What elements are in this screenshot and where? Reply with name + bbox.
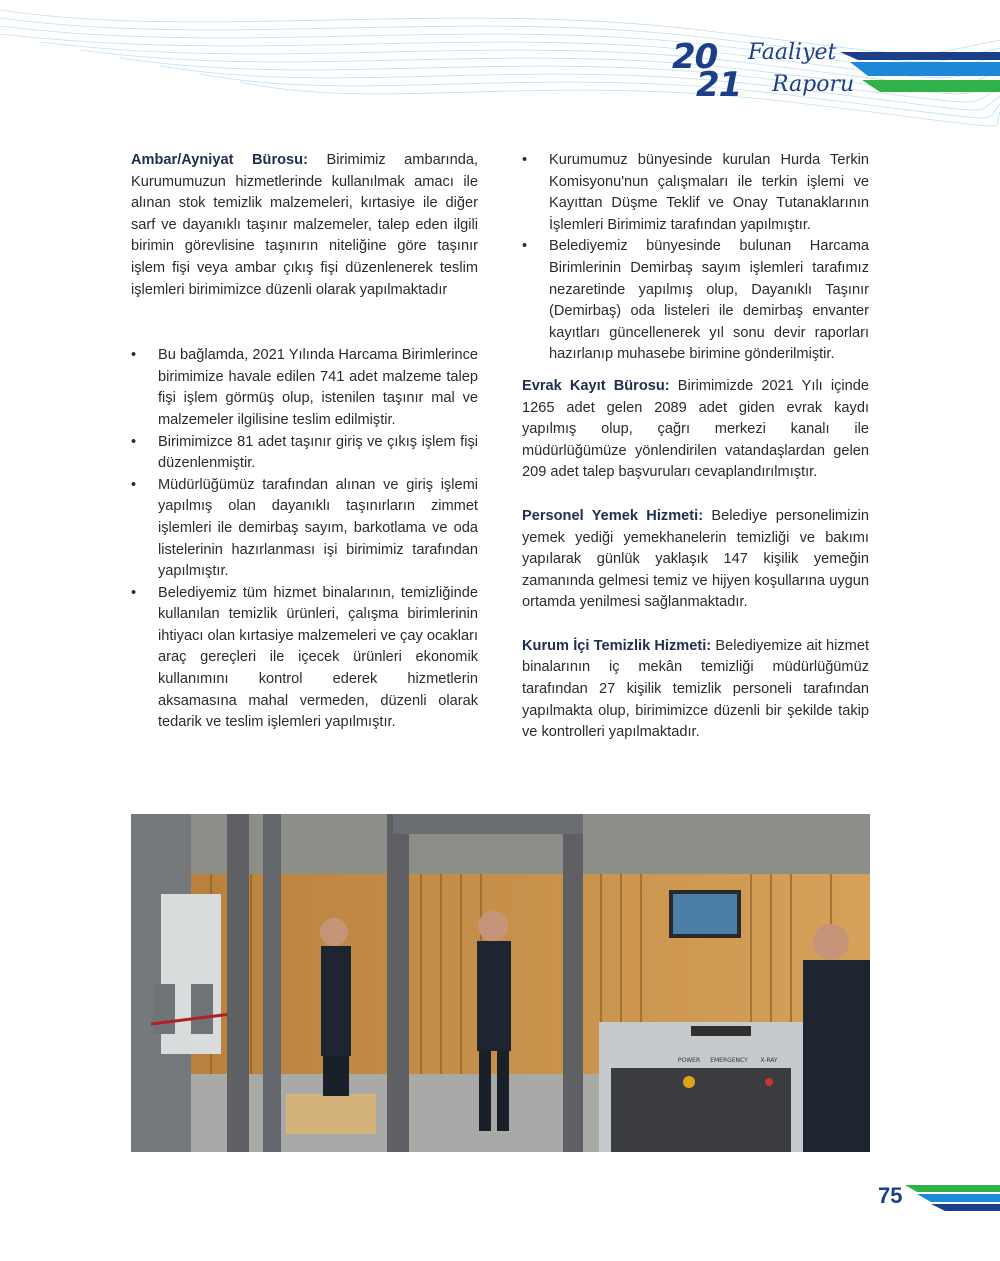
list-item: • Belediyemiz bünyesinde bulunan Harcama Birimlerinin Demirbaş sayım işlemleri tarafımız nezaretinde yapılmış olup, Dayanıklı Taşınır (Demirbaş) oda listeleri ile demirbaş envanter kayıtları güncellenerek yıl sonu devir raporları hazırlanıp muhasebe birimine gönderilmiştir. bbox=[522, 236, 869, 366]
ambar-bullet-list bbox=[131, 345, 478, 734]
list-item: • Bu bağlamda, 2021 Yılında Harcama Birimlerince birimimize havale edilen 741 adet malzeme talep fişi işlem görmüş olup, istenilen taşınır mal ve malzemeler ilgilisine teslim edilmiştir. bbox=[131, 345, 478, 431]
evrak-title: Evrak Kayıt Bürosu: bbox=[522, 377, 670, 394]
right-column bbox=[522, 150, 869, 744]
panel-button-label: EMERGENCY bbox=[710, 1057, 748, 1064]
yemek-paragraph bbox=[522, 506, 869, 614]
yemek-text: Belediye personelimizin yemek yediği yemekhanelerin temizliği ve bakımı yapılarak günlük yaklaşık 147 kişilik yemeğin zamanında gelmesi temiz ve hijyen koşullarına uygun ortamda yenilmesi sağlanmaktadır. bbox=[522, 507, 869, 611]
footer-stripe-decoration bbox=[905, 1185, 1000, 1211]
left-column bbox=[131, 150, 478, 734]
right-bullet-list bbox=[522, 150, 869, 366]
temizlik-text: Belediyemize ait hizmet binalarının iç mekân temizliği müdürlüğümüz tarafından 27 kişilik temizlik personeli tarafından yapılmakta olup, birimimizce düzenli bir şekilde takip ve kontrolleri yapılmaktadır. bbox=[522, 637, 869, 741]
list-item: • Kurumumuz bünyesinde kurulan Hurda Terkin Komisyonu'nun çalışmaları ile terkin işlemi ve Kayıttan Düşme Teklif ve Onay Tutanaklarının İşlemleri Birimimiz tarafından yapılmıştır. bbox=[522, 150, 869, 236]
temizlik-title: Kurum İçi Temizlik Hizmeti: bbox=[522, 637, 712, 654]
ambar-text: Birimimiz ambarında, Kurumumuzun hizmetlerinde kullanılmak amacı ile alınan stok temizlik malzemeleri, kırtasiye ile diğer sarf ve dayanıklı taşınır malzemeler, talep eden ilgili birimin görevlisine taşınırın niteliğine göre taşınır işlem fişi veya ambar çıkış fişi düzenlenerek teslim işlemleri birimimizce düzenli olarak yapılmaktadır bbox=[131, 152, 479, 298]
evrak-paragraph bbox=[522, 376, 869, 484]
temizlik-paragraph bbox=[522, 636, 869, 744]
ambar-paragraph bbox=[131, 150, 478, 301]
ambar-title: Ambar/Ayniyat Bürosu: bbox=[131, 152, 308, 168]
panel-button-label: X-RAY bbox=[760, 1057, 778, 1064]
panel-button-label: POWER bbox=[677, 1057, 701, 1064]
page-number: 75 bbox=[878, 1183, 903, 1208]
annual-report-logo bbox=[672, 37, 855, 108]
security-checkpoint-photo bbox=[131, 814, 870, 1152]
list-item: • Birimimizce 81 adet taşınır giriş ve çıkış işlem fişi düzenlenmiştir. bbox=[131, 432, 478, 475]
logo-year-bottom: 21 bbox=[696, 65, 742, 105]
logo-year-top: 20 bbox=[672, 37, 718, 77]
list-item: • Müdürlüğümüz tarafından alınan ve giriş işlemi yapılmış olan dayanıklı taşınırların zimmet işlemleri ile demirbaş sayım, barkotlama ve oda listelerinin hazırlanması işi birimimiz tarafından yapılmıştır. bbox=[131, 475, 478, 583]
logo-title-1: Faaliyet bbox=[748, 40, 837, 65]
evrak-text: Birimimizde 2021 Yılı içinde 1265 adet gelen 2089 adet giden evrak kaydı yapılmış olup, çağrı merkezi kanalı ile müdürlüğümüze yönlendirilen vatandaşlardan gelen 209 adet talep başvuruları cevaplandırılmıştır. bbox=[522, 377, 870, 481]
list-item: • Belediyemiz tüm hizmet binalarının, temizliğinde kullanılan temizlik ürünleri, çalışma birimlerinin ihtiyacı olan kırtasiye malzemeleri ve çay ocakları araç gereçleri ile içecek ürünleri ekonomik kullanımını kontrol ederek hizmetlerin aksamasına mahal vermeden, düzenli olarak tedarik ve teslim işlemleri yapılmıştır. bbox=[131, 583, 478, 734]
yemek-title: Personel Yemek Hizmeti: bbox=[522, 507, 704, 524]
logo-title-2: Raporu bbox=[772, 72, 855, 97]
